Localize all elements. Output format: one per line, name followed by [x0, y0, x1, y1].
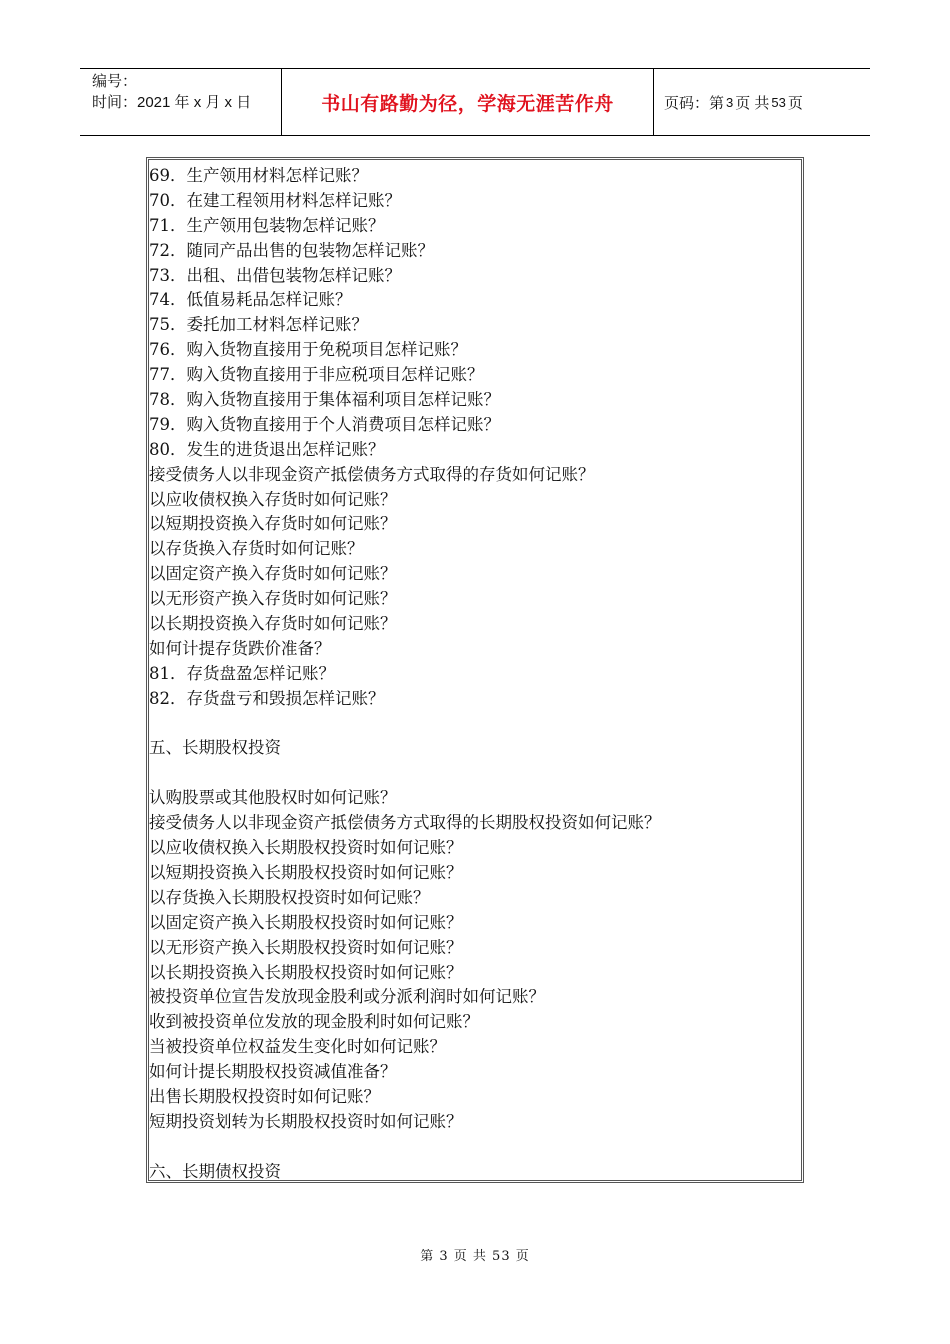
content-line: 75．委托加工材料怎样记账？: [149, 315, 368, 335]
content-line: 以应收债权换入存货时如何记账？: [149, 489, 397, 509]
content-line: 71．生产领用包装物怎样记账？: [149, 215, 385, 235]
page-current: 3: [726, 94, 734, 110]
content-line: 73．出租、出借包装物怎样记账？: [149, 265, 401, 285]
content-line: 79．购入货物直接用于个人消费项目怎样记账？: [149, 414, 500, 434]
content-line: 五、长期股权投资: [149, 738, 281, 758]
content-line: 77．购入货物直接用于非应税项目怎样记账？: [149, 365, 484, 385]
content-line: 以短期投资换入长期股权投资时如何记账？: [149, 862, 463, 882]
content-line: 以无形资产换入长期股权投资时如何记账？: [149, 937, 463, 957]
content-line: 以应收债权换入长期股权投资时如何记账？: [149, 838, 463, 858]
content-line: 70．在建工程领用材料怎样记账？: [149, 190, 401, 210]
content-line: 认购股票或其他股权时如何记账？: [149, 788, 397, 808]
content-line: 被投资单位宣告发放现金股利或分派利润时如何记账？: [149, 987, 545, 1007]
content-line: 收到被投资单位发放的现金股利时如何记账？: [149, 1012, 479, 1032]
content-line: 六、长期债权投资: [149, 1161, 281, 1181]
content-line: 接受债务人以非现金资产抵偿债务方式取得的存货如何记账？: [149, 464, 595, 484]
content-line: 81．存货盘盈怎样记账？: [149, 663, 335, 683]
page-total: 53: [771, 94, 786, 110]
content-line: 以存货换入长期股权投资时如何记账？: [149, 887, 430, 907]
content-line: 短期投资划转为长期股权投资时如何记账？: [149, 1111, 463, 1131]
content-line: 以长期投资换入存货时如何记账？: [149, 614, 397, 634]
page-header: [80, 68, 870, 136]
content-line: 78．购入货物直接用于集体福利项目怎样记账？: [149, 390, 500, 410]
blank-line: [149, 712, 801, 737]
content-line: 如何计提长期股权投资减值准备？: [149, 1062, 397, 1082]
document-number-label: 编号：: [92, 73, 138, 90]
content-line: 接受债务人以非现金资产抵偿债务方式取得的长期股权投资如何记账？: [149, 813, 661, 833]
content-line: 74．低值易耗品怎样记账？: [149, 290, 352, 310]
header-motto: 书山有路勤为径，学海无涯苦作舟: [282, 69, 654, 135]
page-prefix: 页码：第: [664, 94, 725, 112]
content-line: 出售长期股权投资时如何记账？: [149, 1086, 380, 1106]
page-suffix: 页: [787, 94, 803, 112]
blank-line: [149, 1135, 801, 1160]
content-line: 76．购入货物直接用于免税项目怎样记账？: [149, 340, 467, 360]
content-line: 以无形资产换入存货时如何记账？: [149, 589, 397, 609]
content-line: 以固定资产换入存货时如何记账？: [149, 564, 397, 584]
content-line: 以存货换入存货时如何记账？: [149, 539, 364, 559]
content-line: 如何计提存货跌价准备？: [149, 638, 331, 658]
blank-line: [149, 761, 801, 786]
header-page-info: [654, 69, 870, 135]
content-line: 以固定资产换入长期股权投资时如何记账？: [149, 912, 463, 932]
content-line: 以短期投资换入存货时如何记账？: [149, 514, 397, 534]
content-line: 82．存货盘亏和毁损怎样记账？: [149, 688, 385, 708]
content-line: 80．发生的进货退出怎样记账？: [149, 439, 385, 459]
content-line: 以长期投资换入长期股权投资时如何记账？: [149, 962, 463, 982]
page-mid: 页 共: [735, 94, 770, 112]
page-footer: 第 3 页 共 53 页: [420, 1249, 530, 1264]
content-box: [146, 157, 804, 1183]
document-time-label: 时间：2021 年 x 月 x 日: [92, 94, 252, 111]
header-info-cell: [80, 69, 282, 135]
content-line: 69．生产领用材料怎样记账？: [149, 166, 368, 185]
content-line: 当被投资单位权益发生变化时如何记账？: [149, 1037, 446, 1057]
content-line: 72．随同产品出售的包装物怎样记账？: [149, 240, 434, 260]
